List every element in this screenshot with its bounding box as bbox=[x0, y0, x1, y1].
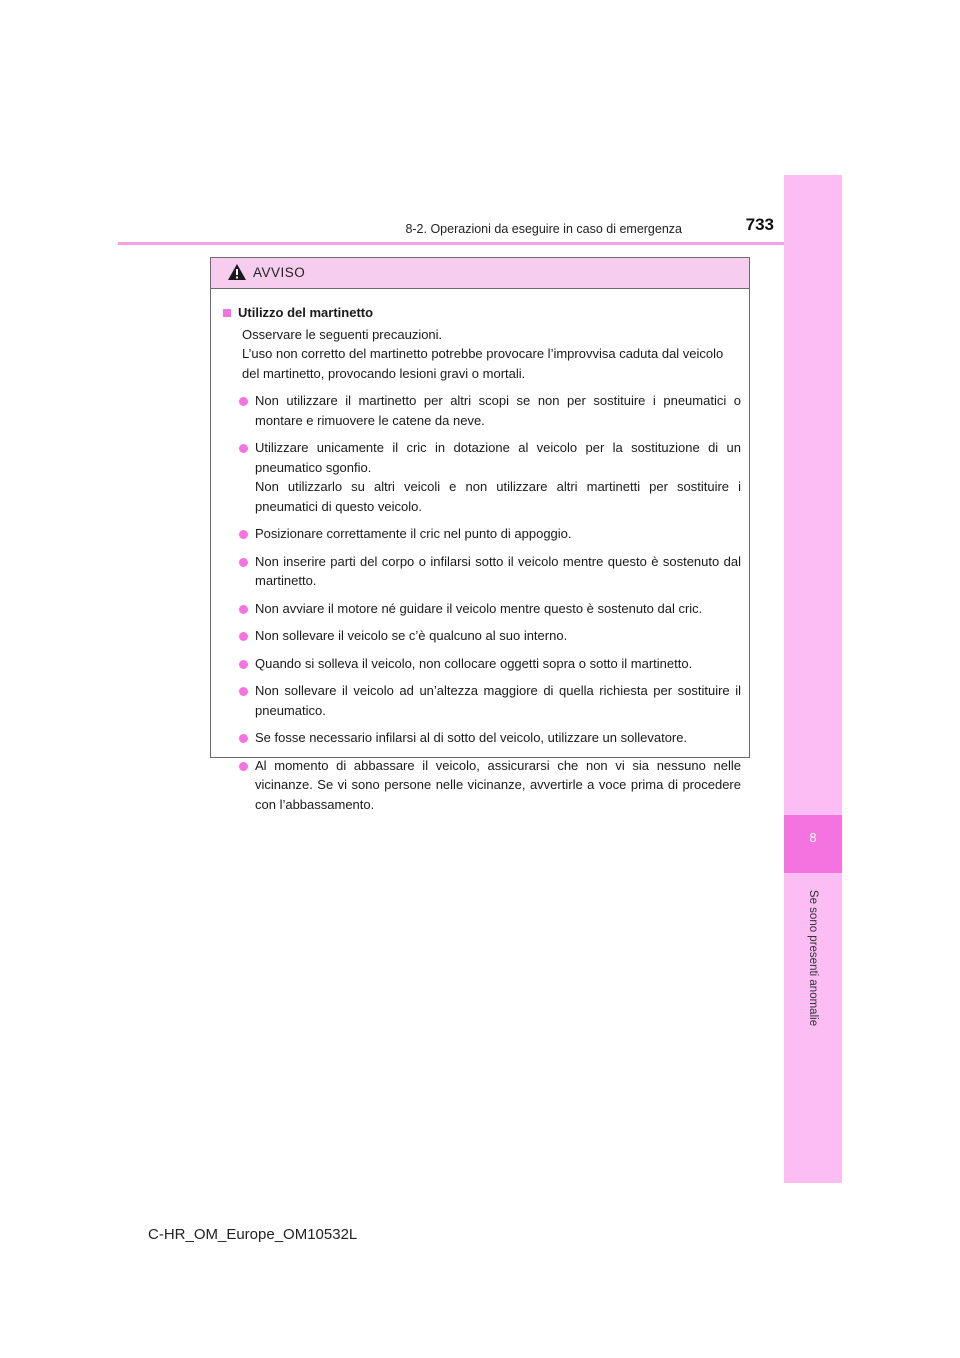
list-item bbox=[223, 681, 741, 720]
bullet-dot-icon bbox=[239, 444, 248, 453]
square-bullet-icon bbox=[223, 309, 231, 317]
subheading-text: Utilizzo del martinetto bbox=[238, 305, 374, 320]
list-item-text: Non avviare il motore né guidare il veicolo mentre questo è sostenuto dal cric. bbox=[255, 600, 703, 616]
list-item-text: Non inserire parti del corpo o infilarsi sotto il veicolo mentre questo è sostenuto dal martinetto. bbox=[255, 553, 741, 588]
bullet-dot-icon bbox=[239, 632, 248, 641]
list-item bbox=[223, 438, 741, 516]
warning-body bbox=[211, 289, 749, 814]
bullet-dot-icon bbox=[239, 734, 248, 743]
model-code: C-HR_OM_Europe_OM10532L bbox=[148, 1226, 358, 1243]
chapter-side-tab bbox=[784, 175, 842, 1183]
page-number: 733 bbox=[745, 215, 774, 234]
warning-intro bbox=[223, 325, 741, 384]
list-item bbox=[223, 756, 741, 815]
warning-header bbox=[211, 258, 749, 289]
warning-title: AVVISO bbox=[253, 265, 306, 280]
list-item-text: Posizionare correttamente il cric nel punto di appoggio. bbox=[255, 526, 572, 541]
bullet-dot-icon bbox=[239, 605, 248, 614]
bullet-dot-icon bbox=[239, 558, 248, 567]
bullet-dot-icon bbox=[239, 762, 248, 771]
list-item-text: Non utilizzare il martinetto per altri scopi se non per sostituire i pneumatici o montare e rimuovere le catene da neve. bbox=[255, 393, 741, 428]
list-item bbox=[223, 552, 741, 591]
warning-subheading bbox=[223, 303, 741, 323]
chapter-number: 8 bbox=[809, 830, 817, 845]
intro-line: Osservare le seguenti precauzioni. bbox=[242, 326, 443, 342]
bullet-dot-icon bbox=[239, 397, 248, 406]
list-item-text: Al momento di abbassare il veicolo, assicurarsi che non vi sia nessuno nelle vicinanze. Se vi sono persone nelle vicinanze, avvertirle a voce prima di procedere con l’abbassamento. bbox=[255, 757, 741, 812]
list-item-text: Non sollevare il veicolo se c’è qualcuno al suo interno. bbox=[255, 628, 568, 643]
list-item-text: Utilizzare unicamente il cric in dotazione al veicolo per la sostituzione di un pneumatico sgonfio. bbox=[255, 440, 741, 475]
precaution-list bbox=[223, 391, 741, 814]
list-item-text: Se fosse necessario infilarsi al di sotto del veicolo, utilizzare un sollevatore. bbox=[255, 730, 688, 745]
list-item bbox=[223, 524, 741, 544]
bullet-dot-icon bbox=[239, 660, 248, 669]
list-item bbox=[223, 391, 741, 430]
section-title: 8-2. Operazioni da eseguire in caso di emergenza bbox=[405, 222, 682, 236]
intro-line: L’uso non corretto del martinetto potrebbe provocare l’improvvisa caduta dal veicolo del martinetto, provocando lesioni gravi o mortali. bbox=[242, 346, 724, 381]
list-item-text: Quando si solleva il veicolo, non collocare oggetti sopra o sotto il martinetto. bbox=[255, 655, 693, 671]
warning-box bbox=[210, 257, 750, 812]
list-item-text: Non sollevare il veicolo ad un’altezza maggiore di quella richiesta per sostituire il pneumatico. bbox=[255, 683, 741, 718]
list-item-text: Non utilizzarlo su altri veicoli e non utilizzare altri martinetti per sostituire i pneumatici di questo veicolo. bbox=[255, 479, 741, 514]
bullet-dot-icon bbox=[239, 687, 248, 696]
list-item bbox=[223, 626, 741, 646]
list-item bbox=[223, 654, 741, 674]
warning-triangle-icon bbox=[227, 263, 247, 281]
header-rule bbox=[118, 242, 784, 245]
list-item bbox=[223, 728, 741, 748]
list-item bbox=[223, 599, 741, 619]
bullet-dot-icon bbox=[239, 530, 248, 539]
chapter-title: Se sono presenti anomalie bbox=[807, 889, 819, 1027]
